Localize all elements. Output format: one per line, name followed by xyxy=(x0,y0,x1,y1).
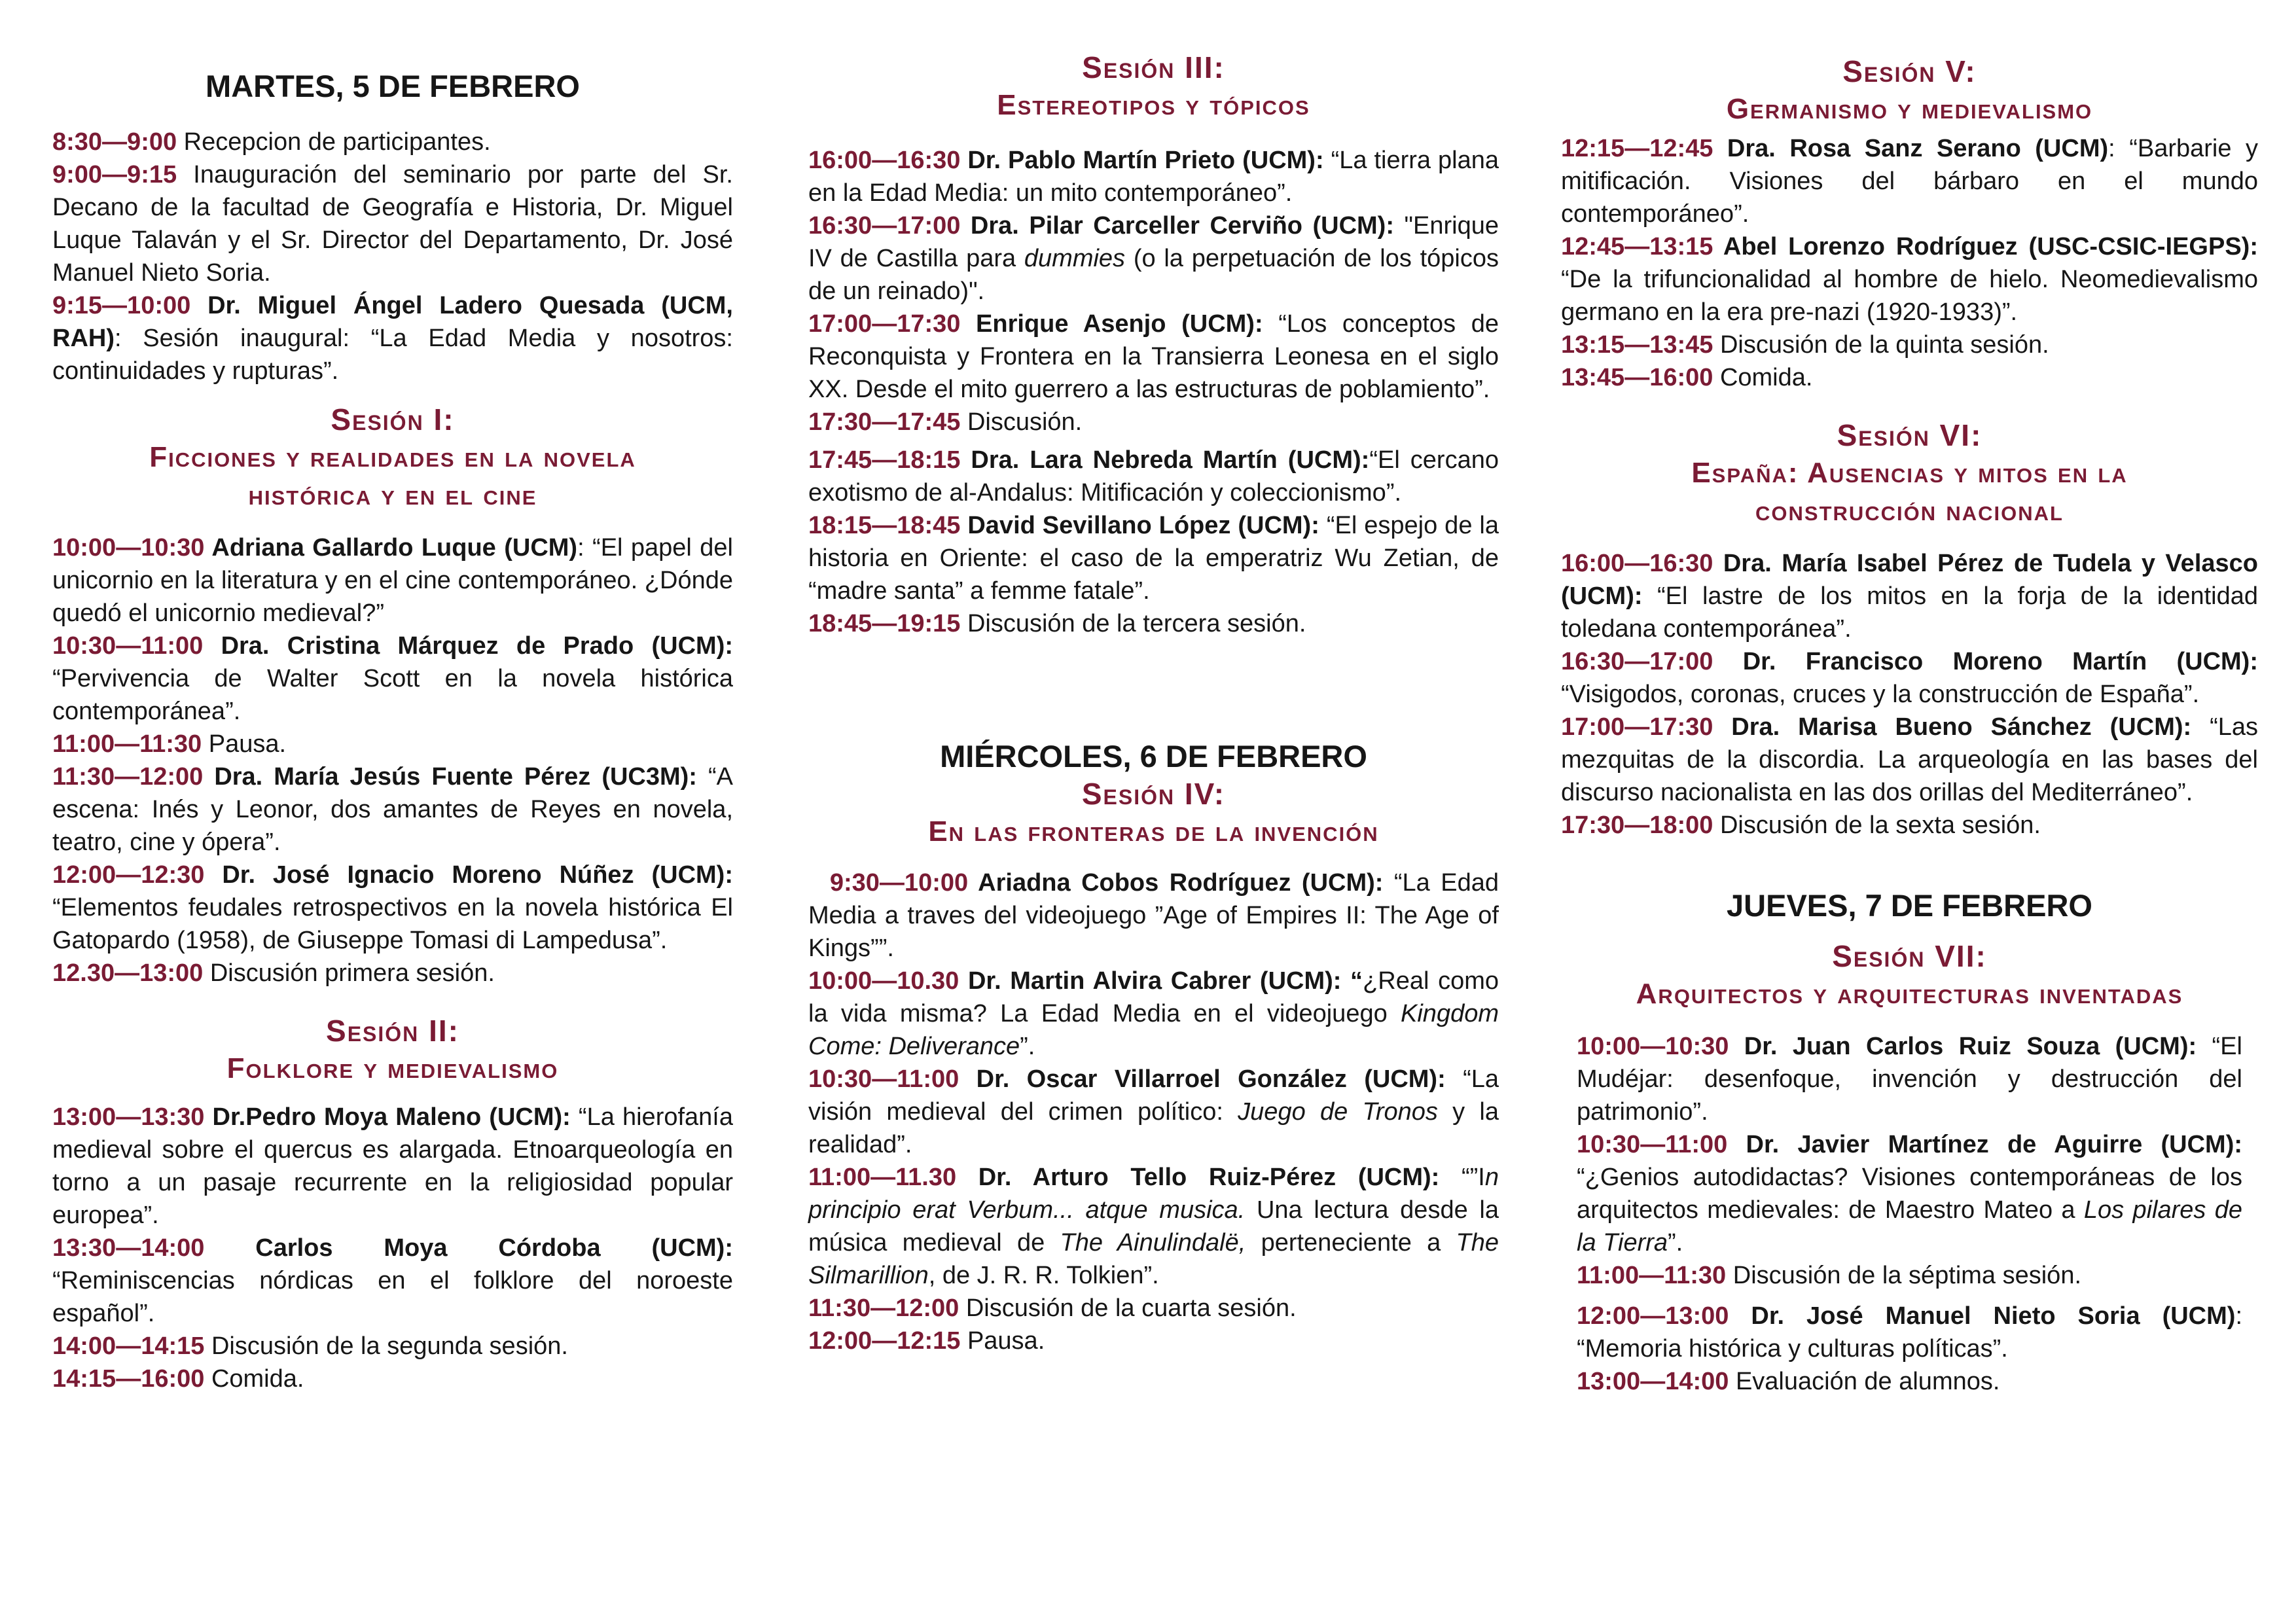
program-entry: 12:00—12:30 Dr. José Ignacio Moreno Núñez (UCM): “Elementos feudales retrospectivos en la novela histórica El Gatopardo (1958), de Giuseppe Tomasi di Lampedusa”. xyxy=(52,861,733,954)
program-entry: 11:00—11.30 Dr. Arturo Tello Ruiz-Pérez (UCM): “”In principio erat Verbum... atque musica. Una lectura desde la música medieval de The Ainulindalë, perteneciente a The Silmarillion, de J. R. R. Tolkien”. xyxy=(808,1164,1499,1289)
panel-center xyxy=(808,0,1499,1357)
session-7 xyxy=(1561,937,2258,1398)
program-entry: 13:30—14:00 Carlos Moya Córdoba (UCM): “Reminiscencias nórdicas en el folklore del noroeste español”. xyxy=(52,1234,733,1327)
program-entry: 17:45—18:15 Dra. Lara Nebreda Martín (UCM):“El cercano exotismo de al-Andalus: Mitificación y coleccionismo”. xyxy=(808,446,1499,507)
program-entry: 14:15—16:00 Comida. xyxy=(52,1365,304,1393)
session-number: Sesión III: xyxy=(1082,50,1225,84)
program-entry: 18:15—18:45 David Sevillano López (UCM): “El espejo de la historia en Oriente: el caso de la emperatriz Wu Zetian, de “madre santa” a femme fatale”. xyxy=(808,512,1499,605)
program-entry: 11:30—12:00 Dra. María Jesús Fuente Pérez (UC3M): “A escena: Inés y Leonor, dos amantes de Reyes en novela, teatro, cine y ópera”. xyxy=(52,763,733,856)
panel-left xyxy=(52,0,733,1395)
program-entry: 12:45—13:15 Abel Lorenzo Rodríguez (USC-CSIC-IEGPS): “De la trifuncionalidad al hombre de hielo. Neomedievalismo germano en la era pre-nazi (1920-1933)”. xyxy=(1561,233,2258,326)
program-entry: 17:30—17:45 Discusión. xyxy=(808,408,1083,436)
program-entry: 17:30—18:00 Discusión de la sexta sesión. xyxy=(1561,812,2041,839)
session-title: Germanismo y medievalismo xyxy=(1726,93,2093,125)
session-title: España: Ausencias y mitos en la construcción nacional xyxy=(1691,457,2128,527)
session-number: Sesión V: xyxy=(1842,54,1977,88)
program-entry: 13:45—16:00 Comida. xyxy=(1561,364,1813,391)
day-heading-thursday: JUEVES, 7 DE FEBRERO xyxy=(1727,888,2092,923)
program-entry: 12.30—13:00 Discusión primera sesión. xyxy=(52,959,495,987)
program-entry: 13:00—13:30 Dr.Pedro Moya Maleno (UCM): “La hierofanía medieval sobre el quercus es alargada. Etnoarqueología en torno a un pasaje recurrente en la religiosidad popular europea”. xyxy=(52,1103,733,1229)
session-number: Sesión VI: xyxy=(1837,418,1982,452)
panel-right xyxy=(1561,0,2258,1398)
session-title: En las fronteras de la invención xyxy=(928,815,1379,847)
program-entry: 13:15—13:45 Discusión de la quinta sesión. xyxy=(1561,331,2049,359)
program-entry: 16:30—17:00 Dr. Francisco Moreno Martín (UCM): “Visigodos, coronas, cruces y la construcción de España”. xyxy=(1561,648,2258,708)
program-entry: 16:00—16:30 Dra. María Isabel Pérez de Tudela y Velasco (UCM): “El lastre de los mitos en la forja de la identidad toledana contemporánea”. xyxy=(1561,550,2258,643)
program-entry: 10:00—10.30 Dr. Martin Alvira Cabrer (UCM): “¿Real como la vida misma? La Edad Media en el videojuego Kingdom Come: Deliverance”. xyxy=(808,967,1499,1060)
session-4 xyxy=(808,775,1499,1357)
program-entry: 12:00—12:15 Pausa. xyxy=(808,1327,1045,1355)
program-entry: 16:30—17:00 Dra. Pilar Carceller Cerviño (UCM): "Enrique IV de Castilla para dummies (o la perpetuación de los tópicos de un reinado)". xyxy=(808,212,1499,305)
program-entry: 9:15—10:00 Dr. Miguel Ángel Ladero Quesada (UCM, RAH): Sesión inaugural: “La Edad Media y nosotros: continuidades y rupturas”. xyxy=(52,292,733,385)
program-entry: 10:30—11:00 Dra. Cristina Márquez de Prado (UCM): “Pervivencia de Walter Scott en la novela histórica contemporánea”. xyxy=(52,632,733,725)
session-title: Estereotipos y tópicos xyxy=(997,89,1310,121)
program-entry: 17:00—17:30 Dra. Marisa Bueno Sánchez (UCM): “Las mezquitas de la discordia. La arqueología en las bases del discurso nacionalista en las dos orillas del Mediterráneo”. xyxy=(1561,713,2259,806)
session-number: Sesión I: xyxy=(331,402,455,437)
program-entry: 11:30—12:00 Discusión de la cuarta sesión. xyxy=(808,1294,1297,1322)
session-3 xyxy=(808,48,1499,640)
program-entry: 10:00—10:30 Dr. Juan Carlos Ruiz Souza (UCM): “El Mudéjar: desenfoque, invención y destrucción del patrimonio”. xyxy=(1577,1033,2242,1126)
session-6 xyxy=(1561,416,2258,842)
program-entry: 10:30—11:00 Dr. Javier Martínez de Aguirre (UCM): “¿Genios autodidactas? Visiones contemporáneas de los arquitectos medievales: de Maestro Mateo a Los pilares de la Tierra”. xyxy=(1577,1131,2242,1257)
session-title: Arquitectos y arquitecturas inventadas xyxy=(1636,978,2183,1010)
program-entry: 11:00—11:30 Pausa. xyxy=(52,730,287,758)
day-heading-tuesday: MARTES, 5 DE FEBRERO xyxy=(206,69,580,103)
program-entry: 9:00—9:15 Inauguración del seminario por parte del Sr. Decano de la facultad de Geografía e Historia, Dr. Miguel Luque Talaván y el Sr. Director del Departamento, Dr. José Manuel Nieto Soria. xyxy=(52,161,733,287)
program-entry: 8:30—9:00 Recepcion de participantes. xyxy=(52,128,491,156)
opening-entries xyxy=(52,126,733,387)
session-number: Sesión VII: xyxy=(1832,939,1987,973)
program-entry: 10:00—10:30 Adriana Gallardo Luque (UCM): “El papel del unicornio en la literatura y en el cine contemporáneo. ¿Dónde quedó el unicornio medieval?” xyxy=(52,534,733,627)
session-title: Ficciones y realidades en la novela histórica y en el cine xyxy=(149,441,636,511)
program-entry: 11:00—11:30 Discusión de la séptima sesión. xyxy=(1577,1262,2082,1289)
program-entry: 14:00—14:15 Discusión de la segunda sesión. xyxy=(52,1332,568,1360)
session-number: Sesión II: xyxy=(326,1014,459,1048)
session-1 xyxy=(52,401,733,990)
program-entry: 10:30—11:00 Dr. Oscar Villarroel González (UCM): “La visión medieval del crimen político: Juego de Tronos y la realidad”. xyxy=(808,1065,1499,1158)
program-entry: 17:00—17:30 Enrique Asenjo (UCM): “Los conceptos de Reconquista y Frontera en la Transierra Leonesa en el siglo XX. Desde el mito guerrero a las estructuras de poblamiento”. xyxy=(808,310,1499,403)
session-5 xyxy=(1561,52,2258,394)
session-number: Sesión IV: xyxy=(1081,777,1226,811)
session-title: Folklore y medievalismo xyxy=(226,1052,559,1084)
day-heading-wednesday: MIÉRCOLES, 6 DE FEBRERO xyxy=(940,739,1367,774)
program-entry: 13:00—14:00 Evaluación de alumnos. xyxy=(1577,1368,2000,1395)
program-entry: 18:45—19:15 Discusión de la tercera sesión. xyxy=(808,610,1306,637)
session-2 xyxy=(52,1012,733,1395)
program-entry: 9:30—10:00 Ariadna Cobos Rodríguez (UCM): “La Edad Media a traves del videojuego ”Age of Empires II: The Age of Kings””. xyxy=(808,869,1499,962)
program-entry: 16:00—16:30 Dr. Pablo Martín Prieto (UCM): “La tierra plana en la Edad Media: un mito contemporáneo”. xyxy=(808,147,1499,207)
program-entry: 12:00—13:00 Dr. José Manuel Nieto Soria (UCM): “Memoria histórica y culturas políticas”. xyxy=(1577,1302,2242,1363)
program-entry: 12:15—12:45 Dra. Rosa Sanz Serano (UCM): “Barbarie y mitificación. Visiones del bárbaro en el mundo contemporáneo”. xyxy=(1561,135,2258,228)
